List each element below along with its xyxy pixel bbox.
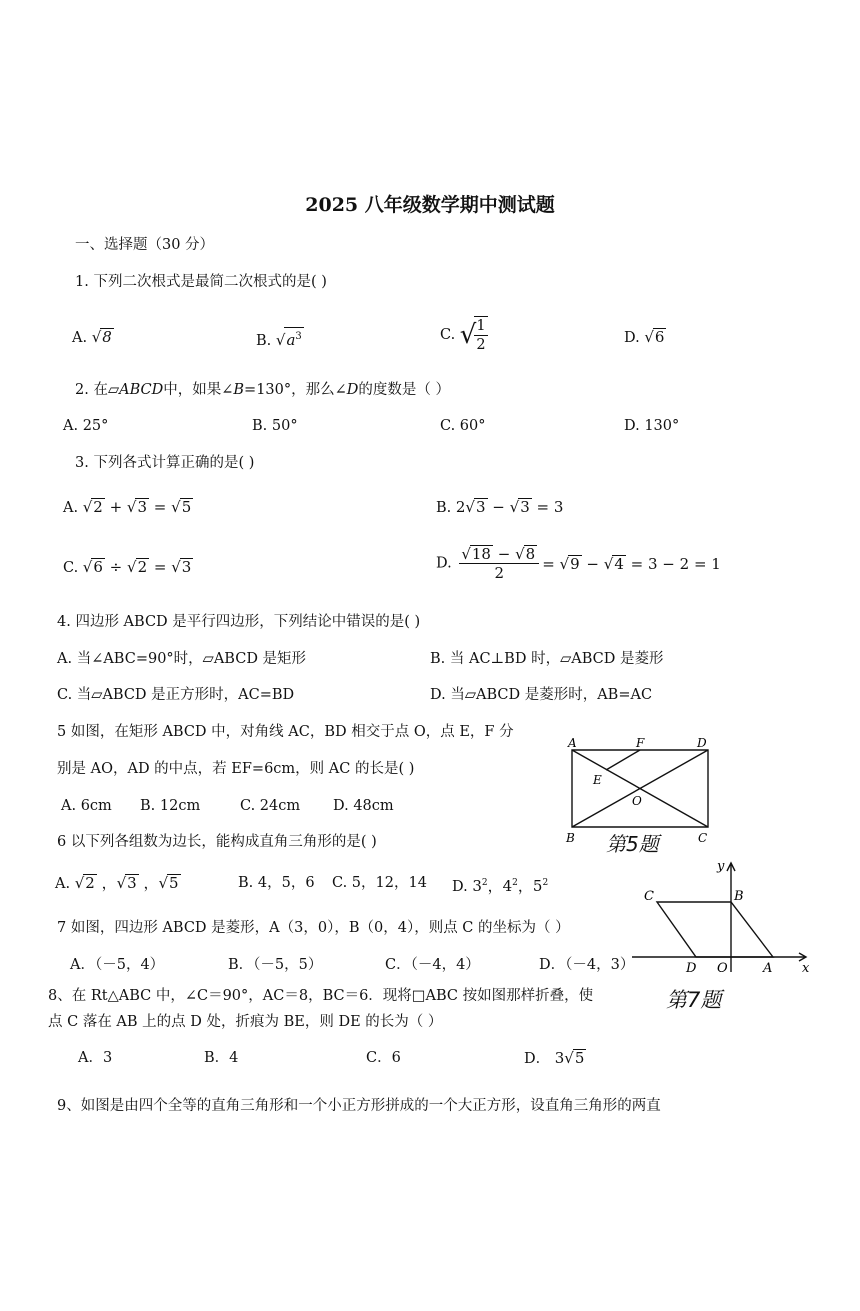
q1-stem: 1. 下列二次根式是最简二次根式的是( ) — [75, 274, 327, 290]
label-e: E — [593, 773, 602, 787]
q8-option-b: B．4 — [204, 1050, 239, 1066]
label-y: y — [717, 859, 725, 874]
q3-option-b: B. 2√3 − √3 = 3 — [436, 498, 564, 516]
figure-q7-caption: 第7题 — [666, 988, 722, 1012]
segment-ef — [606, 750, 640, 770]
q7-stem: 7 如图，四边形 ABCD 是菱形，A（3，0），B（0，4），则点 C 的坐标为（ ） — [57, 920, 570, 936]
q6-option-a: A. √2 ，√3 ，√5 — [55, 874, 179, 892]
q2-stem: 2. 在▱ABCD中，如果∠B=130°，那么∠D的度数是（ ） — [75, 382, 451, 398]
q9-line1: 9、如图是由四个全等的直角三角形和一个小正方形拼成的一个大正方形，设直角三角形的两直 — [57, 1098, 661, 1114]
label-a: A — [763, 961, 773, 976]
q4-option-c: C. 当▱ABCD 是正方形时，AC=BD — [57, 687, 295, 703]
q6-stem: 6 以下列各组数为边长，能构成直角三角形的是( ) — [57, 834, 377, 850]
label-a: A — [568, 736, 577, 750]
q7-option-d: D．（－4，3） — [539, 957, 635, 973]
label-b: B — [566, 831, 575, 845]
label-f: F — [636, 736, 645, 750]
q7-option-c: C．（－4，4） — [385, 957, 480, 973]
page-title: 2025 八年级数学期中测试题 — [305, 194, 555, 216]
q6-option-b: B. 4，5，6 — [238, 875, 315, 891]
q4-option-d: D. 当▱ABCD 是菱形时，AB=AC — [430, 687, 653, 703]
q5-line2: 别是 AO，AD 的中点，若 EF=6cm，则 AC 的长是( ) — [57, 761, 415, 777]
q1-option-d: D. √6 — [624, 328, 665, 346]
label-c: C — [644, 889, 654, 904]
q5-option-c: C. 24cm — [240, 798, 301, 814]
q5-option-a: A. 6cm — [61, 798, 112, 814]
q7-option-b: B．（－5，5） — [228, 957, 323, 973]
q4-stem: 4. 四边形 ABCD 是平行四边形，下列结论中错误的是( ) — [57, 614, 421, 630]
label-d: D — [697, 736, 707, 750]
q8-line2: 点 C 落在 AB 上的点 D 处，折痕为 BE，则 DE 的长为（ ） — [48, 1014, 443, 1030]
label-x: x — [802, 961, 810, 976]
q5-option-b: B. 12cm — [140, 798, 201, 814]
figure-q7-rhombus — [630, 852, 815, 976]
q3-option-d: D. $\frac{√18 - √8}{2}$ = √9 − √4 = 3 − 2 = 1 — [436, 545, 721, 582]
q4-option-a: A. 当∠ABC=90°时，▱ABCD 是矩形 — [57, 651, 307, 667]
q1-option-b: B. $√a^3$ — [256, 327, 304, 351]
figure-q5-caption: 第5题 — [606, 832, 659, 856]
rhombus-abcd — [657, 902, 773, 957]
q8-option-c: C．6 — [366, 1050, 401, 1066]
q8-line1: 8、在 Rt△ABC 中，∠C＝90°，AC＝8，BC＝6．现将□ABC 按如图那样折叠，使 — [48, 988, 594, 1004]
q8-option-d: D． 3√5 — [524, 1049, 585, 1067]
label-b: B — [734, 889, 744, 904]
q2-option-b: B. 50° — [252, 418, 298, 434]
label-d: D — [686, 961, 697, 976]
q6-option-d: D. $3^2$，$4^2$，$5^2$ — [452, 877, 549, 895]
q2-option-a: A. 25° — [63, 418, 109, 434]
q1-option-c: C. √ $\frac{1}{2}$ — [440, 318, 486, 353]
q2-option-c: C. 60° — [440, 418, 486, 434]
section-heading: 一、选择题（30 分） — [75, 237, 215, 253]
label-o: O — [632, 794, 642, 808]
q5-option-d: D. 48cm — [333, 798, 394, 814]
q1-option-a: A. √8 — [72, 328, 112, 346]
q7-option-a: A．（－5，4） — [70, 957, 165, 973]
q8-option-a: A．3 — [78, 1050, 113, 1066]
q2-option-d: D. 130° — [624, 418, 680, 434]
q3-option-c: C. √6 ÷ √2 = √3 — [63, 558, 192, 576]
q3-option-a: A. √2 + √3 = √5 — [63, 498, 192, 516]
label-c: C — [698, 831, 708, 845]
q5-line1: 5 如图，在矩形 ABCD 中，对角线 AC，BD 相交于点 O，点 E，F 分 — [57, 724, 514, 740]
q4-option-b: B. 当 AC⊥BD 时，▱ABCD 是菱形 — [430, 651, 664, 667]
q6-option-c: C. 5，12，14 — [332, 875, 427, 891]
label-o: O — [717, 961, 728, 976]
q3-stem: 3. 下列各式计算正确的是( ) — [75, 455, 255, 471]
